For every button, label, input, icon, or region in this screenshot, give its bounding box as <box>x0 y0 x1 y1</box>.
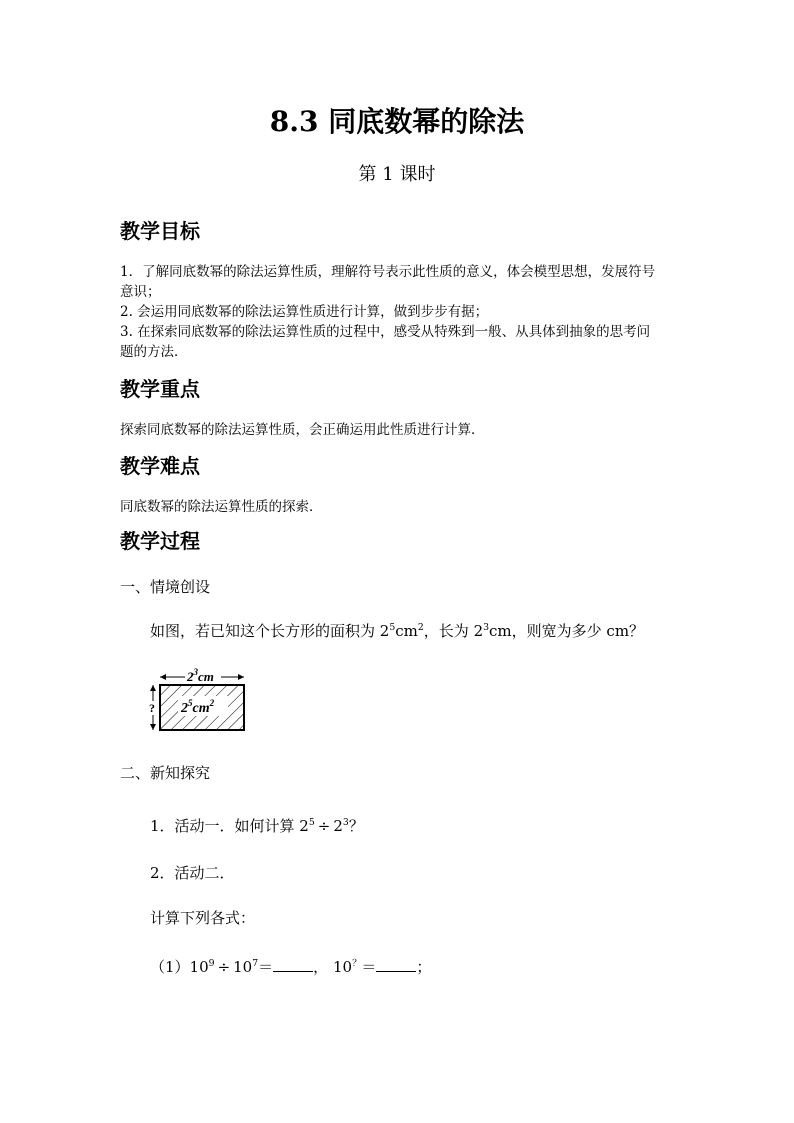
activity-1: 1．活动一．如何计算 $2^5 \div 2^3$？ <box>150 817 364 835</box>
section-heading-objectives: 教学目标 <box>120 219 200 243</box>
objective-3-line-2: 题的方法． <box>120 344 188 360</box>
top-dimension-label: $2^3cm$ <box>187 667 214 684</box>
objective-2: 2. 会运用同底数幂的除法运算性质进行计算，做到步步有据； <box>120 304 489 320</box>
area-label: $2^5cm^2$ <box>181 698 215 716</box>
side-dimension-label: ? <box>149 701 155 715</box>
process-part-2: 二、新知探究 <box>120 764 211 782</box>
section-heading-key-points: 教学重点 <box>120 377 200 401</box>
key-points-text: 探索同底数幂的除法运算性质，会正确运用此性质进行计算． <box>120 422 485 438</box>
activity-2: 2．活动二． <box>150 864 235 882</box>
objective-1-line-2: 意识； <box>120 284 161 300</box>
rectangle-figure <box>145 665 255 735</box>
page-title: 8.3 同底数幂的除法 <box>269 105 525 138</box>
answer-blank-2[interactable] <box>376 957 416 972</box>
exercise-1: $(1)10^9 \div 10^7=$ ， 10？＝ ； <box>150 958 432 976</box>
process-part-1: 一、情境创设 <box>120 578 211 596</box>
scenario-question: 如图，若已知这个长方形的面积为 $2^5cm^2$，长为 $2^3cm$，则宽为多少 cm？ <box>150 622 645 640</box>
section-heading-process: 教学过程 <box>120 529 200 553</box>
compute-instruction: 计算下列各式： <box>150 909 256 927</box>
difficulties-text: 同底数幂的除法运算性质的探索． <box>120 499 323 515</box>
section-heading-difficulties: 教学难点 <box>120 454 200 478</box>
objective-1-line-1: 1．了解同底数幂的除法运算性质，理解符号表示此性质的意义，体会模型思想，发展符号 <box>120 264 656 280</box>
page-subtitle: 第 1 课时 <box>358 164 436 185</box>
answer-blank-1[interactable] <box>273 957 313 972</box>
objective-3-line-1: 3. 在探索同底数幂的除法运算性质的过程中，感受从特殊到一般、从具体到抽象的思考问 <box>120 324 651 340</box>
